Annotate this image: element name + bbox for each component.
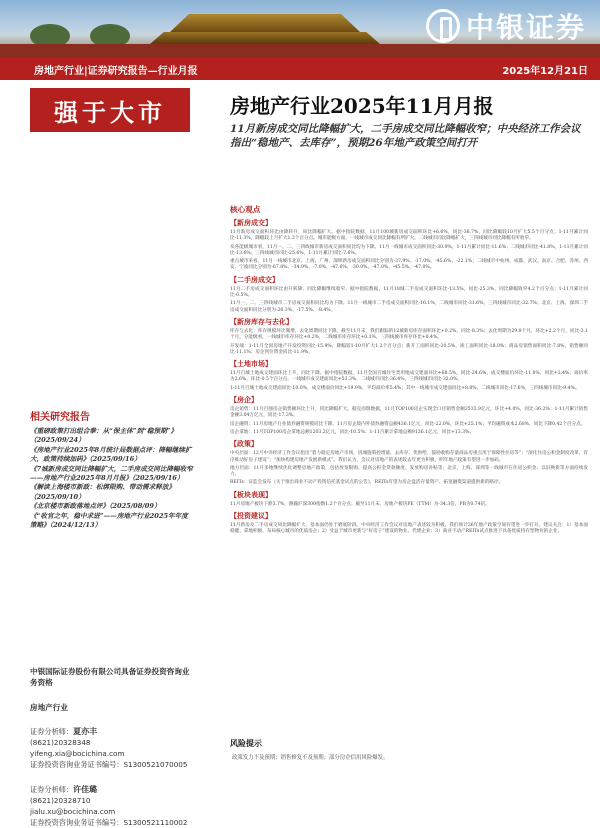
palace-roof-decoration xyxy=(150,32,380,44)
section-paragraph: 房企销售：11月百强房企销售额环比上升，同比降幅扩大。据克而瑞数据，11月TOP100房企实现全口径销售金额2533.9亿元，环比+4.0%，同比-36.2%；1-11月累计销售金额3.04万亿元，同比-17.3%。 xyxy=(230,407,588,419)
analyst-cert: 证券投资咨询业务证书编号：S1300521070005 xyxy=(30,760,188,769)
related-report-item[interactable]: 《房地产行业2025年8月统计局数据点评：降幅继续扩大，政策持续加码》（2025/09/16） xyxy=(30,445,192,464)
bank-of-china-logo-icon xyxy=(426,9,460,43)
related-reports xyxy=(30,408,194,530)
related-report-item[interactable]: 《重磅政策打出组合拳：从“保主体”到“稳预期”》（2025/09/24） xyxy=(30,427,178,445)
core-views-title: 核心观点 xyxy=(230,205,261,214)
core-views xyxy=(230,204,588,734)
palace-roof-decoration xyxy=(170,14,360,32)
sections-container xyxy=(230,218,588,536)
related-report-item[interactable]: 《“收官之年，稳中求进”——房地产行业2025年年度策略》（2024/12/13） xyxy=(30,511,188,530)
analyst-email[interactable]: yifeng.xia@bocichina.com xyxy=(30,749,125,758)
analyst-phone: (8621)20328710 xyxy=(30,796,91,805)
related-reports-title: 相关研究报告 xyxy=(30,412,90,423)
analyst-role: 证券分析师： xyxy=(30,785,74,794)
section-paragraph: 11月新房成交面积环比由降转升，同比降幅扩大。据中指院数据，11月100城新房成交面积环比+6.6%，同比-36.7%，同比降幅较10月扩大5.5个百分点；1-11月累计同比-11.3%，降幅较上月扩大1.3个百分点。城市能级方面，一线城市成交同比降幅有所扩大，二线城市同比降幅扩大，三四线城市同比降幅有所收窄。 xyxy=(230,230,588,242)
related-report-item[interactable]: 《解读上海楼市新政：松绑限购、带动需求释放》（2025/09/10） xyxy=(30,483,176,501)
section-title: 【新房库存与去化】 xyxy=(230,317,293,326)
section-paragraph: 开发端：1-11月全国房地产开发投资同比-15.9%，降幅较1-10月扩大1.2个百分点；新开工面积同比-20.5%，竣工面积同比-18.0%；商品房销售面积同比-7.8%，销售额同比-11.1%；房企到位资金同比-11.9%。 xyxy=(230,343,588,355)
palace-wall-decoration xyxy=(0,44,600,58)
analyst-cert: 证券投资咨询业务证书编号：S1300521110002 xyxy=(30,818,188,827)
section-title: 【二手房成交】 xyxy=(230,275,279,284)
related-report-item[interactable]: 《7城新房成交同比降幅扩大，二手房成交同比降幅收窄——房地产行业2025年8月月报》（2025/09/16） xyxy=(30,464,193,483)
section-title: 【政策】 xyxy=(230,440,258,449)
section-paragraph: 11月百城土地成交建面环比上升，同比下降。据中指院数据，11月全国百城住宅类用地成交建面环比+68.5%，同比-24.6%，成交楼面价环比-11.8%，同比+2.4%；溢价率为3.6%，环比-0.5个百分点。一线城市成交建面同比+53.3%，二线城市同比-36.4%，三四线城市同比-32.0%。 xyxy=(230,371,588,383)
page-title: 房地产行业2025年11月月报 xyxy=(230,94,494,118)
section-paragraph: 11月房地产板块下跌3.7%，跑输沪深300指数1.2个百分点；截至11月末，房地产板块PE（TTM）为-34.3倍，PB为0.74倍。 xyxy=(230,501,490,507)
page-subtitle: 11月新房成交同比降幅扩大，二手房成交同比降幅收窄；中央经济工作会议指出“稳地产、去库存”，预期26年地产政策空间打开 xyxy=(230,123,581,149)
section-paragraph: 库存与去化：库存规模环比微增，去化周期同比下降。截至11月末，我们跟踪的12城新房库存面积环比+0.2%，同比-8.3%；去化周期为29.9个月，环比+2.2个月，同比-3.1个月。分能级看，一线城市库存环比+0.2%，二线城市库存环比+0.1%，三四线城市库存环比+0.4%。 xyxy=(230,328,588,341)
industry-label: 房地产行业 xyxy=(30,703,68,712)
section-title: 【投资建议】 xyxy=(230,512,272,521)
section-paragraph: 从各能级城市看，11月一、二、三四线城市新房成交面积同比均为下降。11月一线城市成交面积同比-30.9%，1-11月累计同比-11.6%；二线城市同比-41.8%，1-11月累计同比-13.6%；三四线城市同比-25.6%，1-11月累计同比-7.6%。 xyxy=(230,244,588,256)
section-paragraph: 重点城市来看，11月一线城市北京、上海、广州、深圳新房成交面积同比分别为-37.9%、-17.0%、-45.6%、-22.1%；二线城市中杭州、成都、武汉、南京、合肥、苏州、西安、宁波同比分别为-67.8%、-34.9%、-7.0%、-47.6%、-30.0%、-47.0%、-45.5%、-47.0%。 xyxy=(230,259,588,271)
section-paragraph: 中央层面：12月中央经济工作会议指出“着力稳定房地产市场，因城施策控增量、去库存、优供给，鼓励收购存量商品房重点用于保障性住房等”；“深化住房公积金制度改革，有序推动好房子建设”；“加快构建房地产发展新模式”。我们认为，会议对房地产的表述较去年更为积极，明年地产政策有望进一步加码。 xyxy=(230,451,588,463)
section-title: 【板块表现】 xyxy=(230,490,272,499)
section-paragraph: 房企融资：11月房地产行业债券融资规模同比下降。11月房企境内外债券融资总额436.1亿元，同比-22.0%，环比+25.1%；平均融资成本2.68%，同比下降0.42个百分点。 xyxy=(230,421,586,427)
analyst-phone: (8621)20328348 xyxy=(30,738,91,747)
analyst-email[interactable]: jialu.xu@bocichina.com xyxy=(30,807,116,816)
section-title: 【房企】 xyxy=(230,396,258,405)
section-paragraph: 地方层面：11月多地继续优化调整房地产政策，包括放宽限购、提高公积金贷款额度、发放购房补贴等；北京、上海、深圳等一线城市在住房公积金、以旧换新等方面持续发力。 xyxy=(230,465,588,478)
left-column xyxy=(0,80,198,827)
section-paragraph: 房企拿地：11月TOP100房企拿地总额1203.2亿元，同比-10.5%；1-11月累计拿地总额9136.1亿元，同比+13.3%。 xyxy=(230,429,474,435)
analyst-role: 证券分析师： xyxy=(30,727,74,736)
section-paragraph: 11月一、二、三四线城市二手房成交面积同比均为下降。11月一线城市二手房成交面积同比-16.1%，二线城市同比-31.6%，三四线城市同比-32.7%；北京、上海、深圳二手房成交面积同比分别为-26.3%、-17.5%、-8.4%。 xyxy=(230,301,588,313)
section-paragraph: 11月新房及二手房成交同比降幅扩大，基本面仍处于磨底阶段。中央经济工作会议对房地产表述较为积极，我们预计26年地产政策空间有望进一步打开。建议关注：1）基本面稳健、拿地积极、布局核心城市的优质房企；2）受益于城市更新与“好房子”建设的物业、代建企业；3）商业不动产REITs试点推进下具备优质持有型物业的企业。 xyxy=(230,523,588,535)
analyst-name: 许佳璐 xyxy=(73,785,98,794)
section-paragraph: 1-11月百城土地成交建面同比-10.0%，成交楼面价同比+19.9%，平均溢价率5.4%；其中一线城市成交建面同比+8.8%，二线城市同比-17.6%，三四线城市同比-9.4%。 xyxy=(230,385,580,391)
header-banner xyxy=(0,0,600,58)
related-report-item[interactable]: 《北京楼市新政落地点评》（2025/08/09） xyxy=(30,502,161,511)
analyst-block xyxy=(30,784,194,828)
section-paragraph: REITs：证监会发布《关于推出商业不动产投资信托基金试点的公告》，REITs有望为房企盘活存量资产、拓宽融资渠道提供新的路径。 xyxy=(230,480,504,486)
report-category: 房地产行业|证券研究报告—行业月报 xyxy=(34,65,198,77)
brand-logo xyxy=(426,6,586,46)
report-info-bar xyxy=(0,58,600,80)
report-date: 2025年12月21日 xyxy=(502,65,588,77)
rating-badge: 强于大市 xyxy=(30,88,190,132)
brand-name: 中银证券 xyxy=(465,11,586,44)
section-title: 【新房成交】 xyxy=(230,219,272,227)
analyst-block xyxy=(30,726,194,770)
section-paragraph: 11月二手房成交面积环比由升转降，同比降幅继续收窄。据中指院数据，11月18城二手房成交面积环比-13.5%，同比-25.3%，同比降幅收窄4.2个百分点；1-11月累计同比-0.5%。 xyxy=(230,286,588,299)
company-statement: 中银国际证券股份有限公司具备证券投资咨询业务资格 xyxy=(30,667,190,687)
section-title: 【土地市场】 xyxy=(230,360,272,369)
risk-text: 政策发力不及预期；销售修复不及预期；部分房企信用风险爆发。 xyxy=(232,755,389,761)
risk-title: 风险提示 xyxy=(230,739,262,748)
analyst-name: 夏亦丰 xyxy=(73,727,98,736)
